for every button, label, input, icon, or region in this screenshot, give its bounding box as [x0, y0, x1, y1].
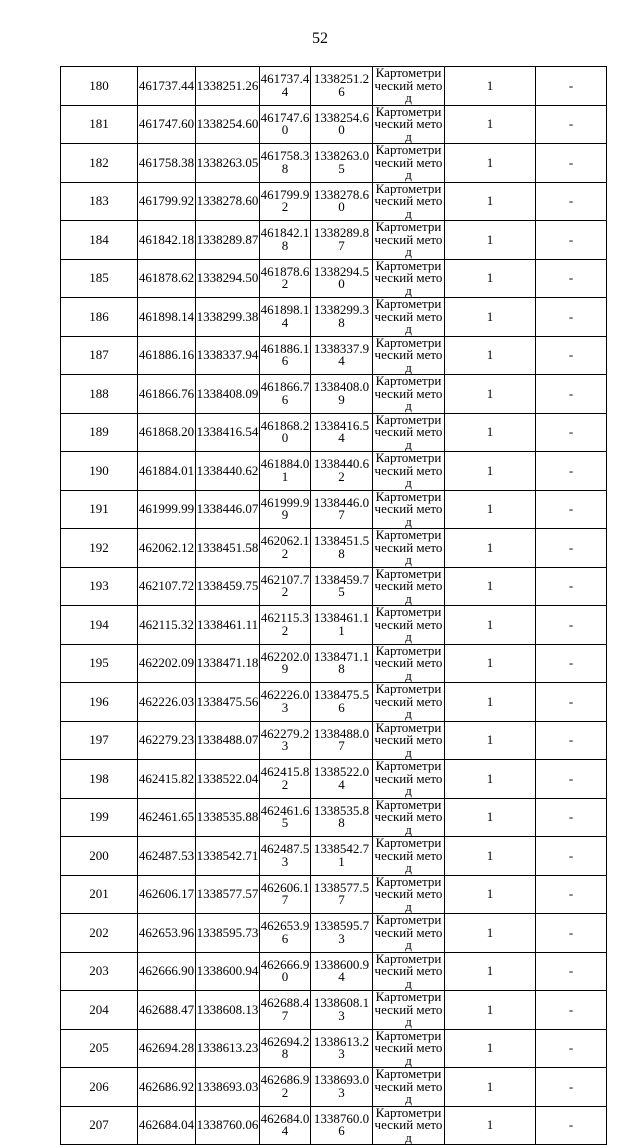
x-coordinate-cell: 462202.09 — [138, 644, 196, 683]
accuracy-cell: 1 — [445, 991, 536, 1030]
y-coordinate-cell: 1338608.13 — [196, 991, 260, 1030]
table-row — [61, 259, 607, 298]
x-coordinate-repeat-cell: 461999.99 — [260, 490, 311, 529]
description-cell: - — [536, 298, 607, 337]
y-coordinate-repeat-cell: 1338299.38 — [311, 298, 373, 337]
x-coordinate-repeat-cell: 461898.14 — [260, 298, 311, 337]
point-number-cell: 186 — [61, 298, 138, 337]
y-coordinate-repeat-cell: 1338542.71 — [311, 837, 373, 876]
point-number-cell: 203 — [61, 952, 138, 991]
accuracy-cell: 1 — [445, 721, 536, 760]
x-coordinate-cell: 461758.38 — [138, 144, 196, 183]
table-row — [61, 67, 607, 106]
accuracy-cell: 1 — [445, 336, 536, 375]
y-coordinate-cell: 1338475.56 — [196, 683, 260, 722]
accuracy-cell: 1 — [445, 952, 536, 991]
table-row — [61, 875, 607, 914]
table-row — [61, 182, 607, 221]
method-cell: Картометрический метод — [373, 375, 445, 414]
point-number-cell: 200 — [61, 837, 138, 876]
method-cell: Картометрический метод — [373, 1068, 445, 1107]
accuracy-cell: 1 — [445, 1068, 536, 1107]
table-row — [61, 567, 607, 606]
method-cell: Картометрический метод — [373, 67, 445, 106]
y-coordinate-cell: 1338471.18 — [196, 644, 260, 683]
x-coordinate-repeat-cell: 462461.65 — [260, 798, 311, 837]
description-cell: - — [536, 144, 607, 183]
method-cell: Картометрический метод — [373, 1106, 445, 1145]
x-coordinate-repeat-cell: 462688.47 — [260, 991, 311, 1030]
y-coordinate-cell: 1338577.57 — [196, 875, 260, 914]
point-number-cell: 190 — [61, 452, 138, 491]
y-coordinate-cell: 1338693.03 — [196, 1068, 260, 1107]
description-cell: - — [536, 875, 607, 914]
y-coordinate-repeat-cell: 1338613.23 — [311, 1029, 373, 1068]
x-coordinate-cell: 462686.92 — [138, 1068, 196, 1107]
y-coordinate-cell: 1338542.71 — [196, 837, 260, 876]
description-cell: - — [536, 336, 607, 375]
y-coordinate-repeat-cell: 1338577.57 — [311, 875, 373, 914]
point-number-cell: 181 — [61, 105, 138, 144]
y-coordinate-repeat-cell: 1338451.58 — [311, 529, 373, 568]
description-cell: - — [536, 67, 607, 106]
method-cell: Картометрический метод — [373, 952, 445, 991]
x-coordinate-cell: 461886.16 — [138, 336, 196, 375]
method-cell: Картометрический метод — [373, 221, 445, 260]
x-coordinate-repeat-cell: 461884.01 — [260, 452, 311, 491]
y-coordinate-cell: 1338254.60 — [196, 105, 260, 144]
accuracy-cell: 1 — [445, 452, 536, 491]
method-cell: Картометрический метод — [373, 105, 445, 144]
y-coordinate-cell: 1338461.11 — [196, 606, 260, 645]
accuracy-cell: 1 — [445, 875, 536, 914]
y-coordinate-repeat-cell: 1338440.62 — [311, 452, 373, 491]
description-cell: - — [536, 259, 607, 298]
x-coordinate-cell: 462694.28 — [138, 1029, 196, 1068]
description-cell: - — [536, 644, 607, 683]
method-cell: Картометрический метод — [373, 798, 445, 837]
description-cell: - — [536, 1029, 607, 1068]
x-coordinate-cell: 462107.72 — [138, 567, 196, 606]
x-coordinate-cell: 461737.44 — [138, 67, 196, 106]
accuracy-cell: 1 — [445, 144, 536, 183]
x-coordinate-cell: 462606.17 — [138, 875, 196, 914]
table-row — [61, 721, 607, 760]
method-cell: Картометрический метод — [373, 606, 445, 645]
x-coordinate-cell: 462415.82 — [138, 760, 196, 799]
point-number-cell: 187 — [61, 336, 138, 375]
y-coordinate-repeat-cell: 1338608.13 — [311, 991, 373, 1030]
y-coordinate-repeat-cell: 1338475.56 — [311, 683, 373, 722]
description-cell: - — [536, 1106, 607, 1145]
x-coordinate-cell: 462487.53 — [138, 837, 196, 876]
y-coordinate-repeat-cell: 1338251.26 — [311, 67, 373, 106]
description-cell: - — [536, 837, 607, 876]
x-coordinate-repeat-cell: 462686.92 — [260, 1068, 311, 1107]
method-cell: Картометрический метод — [373, 991, 445, 1030]
point-number-cell: 189 — [61, 413, 138, 452]
x-coordinate-repeat-cell: 462115.32 — [260, 606, 311, 645]
table-row — [61, 298, 607, 337]
accuracy-cell: 1 — [445, 1106, 536, 1145]
description-cell: - — [536, 529, 607, 568]
x-coordinate-cell: 461884.01 — [138, 452, 196, 491]
y-coordinate-repeat-cell: 1338461.11 — [311, 606, 373, 645]
description-cell: - — [536, 1068, 607, 1107]
accuracy-cell: 1 — [445, 67, 536, 106]
point-number-cell: 198 — [61, 760, 138, 799]
y-coordinate-repeat-cell: 1338595.73 — [311, 914, 373, 953]
x-coordinate-repeat-cell: 462062.12 — [260, 529, 311, 568]
accuracy-cell: 1 — [445, 683, 536, 722]
table-row — [61, 413, 607, 452]
description-cell: - — [536, 567, 607, 606]
table-row — [61, 529, 607, 568]
point-number-cell: 185 — [61, 259, 138, 298]
x-coordinate-cell: 462461.65 — [138, 798, 196, 837]
point-number-cell: 199 — [61, 798, 138, 837]
method-cell: Картометрический метод — [373, 914, 445, 953]
x-coordinate-repeat-cell: 462279.23 — [260, 721, 311, 760]
table-row — [61, 1068, 607, 1107]
accuracy-cell: 1 — [445, 606, 536, 645]
accuracy-cell: 1 — [445, 259, 536, 298]
x-coordinate-repeat-cell: 461747.60 — [260, 105, 311, 144]
y-coordinate-cell: 1338459.75 — [196, 567, 260, 606]
y-coordinate-cell: 1338289.87 — [196, 221, 260, 260]
description-cell: - — [536, 413, 607, 452]
method-cell: Картометрический метод — [373, 644, 445, 683]
point-number-cell: 207 — [61, 1106, 138, 1145]
point-number-cell: 205 — [61, 1029, 138, 1068]
x-coordinate-repeat-cell: 462107.72 — [260, 567, 311, 606]
coordinates-table — [60, 66, 607, 1145]
x-coordinate-cell: 461842.18 — [138, 221, 196, 260]
x-coordinate-repeat-cell: 461842.18 — [260, 221, 311, 260]
point-number-cell: 195 — [61, 644, 138, 683]
y-coordinate-cell: 1338451.58 — [196, 529, 260, 568]
y-coordinate-cell: 1338522.04 — [196, 760, 260, 799]
description-cell: - — [536, 606, 607, 645]
table-row — [61, 375, 607, 414]
point-number-cell: 183 — [61, 182, 138, 221]
x-coordinate-repeat-cell: 462415.82 — [260, 760, 311, 799]
table-body — [61, 67, 607, 1145]
y-coordinate-cell: 1338760.06 — [196, 1106, 260, 1145]
point-number-cell: 180 — [61, 67, 138, 106]
accuracy-cell: 1 — [445, 375, 536, 414]
point-number-cell: 196 — [61, 683, 138, 722]
table-row — [61, 914, 607, 953]
x-coordinate-cell: 462684.04 — [138, 1106, 196, 1145]
x-coordinate-repeat-cell: 462487.53 — [260, 837, 311, 876]
x-coordinate-repeat-cell: 462653.96 — [260, 914, 311, 953]
x-coordinate-cell: 461799.92 — [138, 182, 196, 221]
x-coordinate-cell: 462115.32 — [138, 606, 196, 645]
y-coordinate-repeat-cell: 1338522.04 — [311, 760, 373, 799]
x-coordinate-cell: 461868.20 — [138, 413, 196, 452]
description-cell: - — [536, 490, 607, 529]
accuracy-cell: 1 — [445, 914, 536, 953]
point-number-cell: 202 — [61, 914, 138, 953]
accuracy-cell: 1 — [445, 490, 536, 529]
description-cell: - — [536, 182, 607, 221]
y-coordinate-repeat-cell: 1338488.07 — [311, 721, 373, 760]
point-number-cell: 182 — [61, 144, 138, 183]
accuracy-cell: 1 — [445, 1029, 536, 1068]
accuracy-cell: 1 — [445, 105, 536, 144]
table-row — [61, 837, 607, 876]
method-cell: Картометрический метод — [373, 259, 445, 298]
point-number-cell: 193 — [61, 567, 138, 606]
table-row — [61, 221, 607, 260]
method-cell: Картометрический метод — [373, 683, 445, 722]
y-coordinate-repeat-cell: 1338760.06 — [311, 1106, 373, 1145]
y-coordinate-cell: 1338416.54 — [196, 413, 260, 452]
point-number-cell: 201 — [61, 875, 138, 914]
y-coordinate-cell: 1338337.94 — [196, 336, 260, 375]
x-coordinate-repeat-cell: 462694.28 — [260, 1029, 311, 1068]
y-coordinate-repeat-cell: 1338408.09 — [311, 375, 373, 414]
y-coordinate-repeat-cell: 1338459.75 — [311, 567, 373, 606]
method-cell: Картометрический метод — [373, 144, 445, 183]
x-coordinate-repeat-cell: 461737.44 — [260, 67, 311, 106]
y-coordinate-cell: 1338446.07 — [196, 490, 260, 529]
x-coordinate-cell: 461999.99 — [138, 490, 196, 529]
x-coordinate-repeat-cell: 461866.76 — [260, 375, 311, 414]
y-coordinate-repeat-cell: 1338535.88 — [311, 798, 373, 837]
x-coordinate-cell: 461747.60 — [138, 105, 196, 144]
table-row — [61, 798, 607, 837]
method-cell: Картометрический метод — [373, 452, 445, 491]
table-row — [61, 606, 607, 645]
table-row — [61, 991, 607, 1030]
description-cell: - — [536, 721, 607, 760]
page-number: 52 — [312, 30, 328, 47]
y-coordinate-repeat-cell: 1338337.94 — [311, 336, 373, 375]
point-number-cell: 184 — [61, 221, 138, 260]
method-cell: Картометрический метод — [373, 760, 445, 799]
table-row — [61, 760, 607, 799]
description-cell: - — [536, 452, 607, 491]
description-cell: - — [536, 760, 607, 799]
table-row — [61, 336, 607, 375]
accuracy-cell: 1 — [445, 760, 536, 799]
y-coordinate-cell: 1338294.50 — [196, 259, 260, 298]
description-cell: - — [536, 105, 607, 144]
x-coordinate-cell: 462279.23 — [138, 721, 196, 760]
x-coordinate-repeat-cell: 462606.17 — [260, 875, 311, 914]
y-coordinate-cell: 1338595.73 — [196, 914, 260, 953]
table-row — [61, 1029, 607, 1068]
table-row — [61, 490, 607, 529]
accuracy-cell: 1 — [445, 298, 536, 337]
description-cell: - — [536, 798, 607, 837]
description-cell: - — [536, 952, 607, 991]
description-cell: - — [536, 914, 607, 953]
x-coordinate-repeat-cell: 461886.16 — [260, 336, 311, 375]
accuracy-cell: 1 — [445, 567, 536, 606]
x-coordinate-repeat-cell: 462226.03 — [260, 683, 311, 722]
y-coordinate-cell: 1338299.38 — [196, 298, 260, 337]
table-row — [61, 105, 607, 144]
y-coordinate-repeat-cell: 1338263.05 — [311, 144, 373, 183]
point-number-cell: 204 — [61, 991, 138, 1030]
y-coordinate-repeat-cell: 1338446.07 — [311, 490, 373, 529]
method-cell: Картометрический метод — [373, 1029, 445, 1068]
table-row — [61, 952, 607, 991]
y-coordinate-cell: 1338278.60 — [196, 182, 260, 221]
y-coordinate-cell: 1338251.26 — [196, 67, 260, 106]
y-coordinate-repeat-cell: 1338600.94 — [311, 952, 373, 991]
y-coordinate-repeat-cell: 1338416.54 — [311, 413, 373, 452]
method-cell: Картометрический метод — [373, 182, 445, 221]
x-coordinate-cell: 462226.03 — [138, 683, 196, 722]
description-cell: - — [536, 991, 607, 1030]
y-coordinate-cell: 1338535.88 — [196, 798, 260, 837]
x-coordinate-repeat-cell: 461799.92 — [260, 182, 311, 221]
y-coordinate-repeat-cell: 1338289.87 — [311, 221, 373, 260]
x-coordinate-cell: 461866.76 — [138, 375, 196, 414]
method-cell: Картометрический метод — [373, 336, 445, 375]
accuracy-cell: 1 — [445, 837, 536, 876]
table-row — [61, 452, 607, 491]
y-coordinate-repeat-cell: 1338278.60 — [311, 182, 373, 221]
point-number-cell: 188 — [61, 375, 138, 414]
description-cell: - — [536, 375, 607, 414]
x-coordinate-repeat-cell: 462202.09 — [260, 644, 311, 683]
method-cell: Картометрический метод — [373, 567, 445, 606]
description-cell: - — [536, 221, 607, 260]
y-coordinate-cell: 1338488.07 — [196, 721, 260, 760]
table-row — [61, 683, 607, 722]
y-coordinate-repeat-cell: 1338693.03 — [311, 1068, 373, 1107]
x-coordinate-cell: 462688.47 — [138, 991, 196, 1030]
point-number-cell: 194 — [61, 606, 138, 645]
y-coordinate-cell: 1338408.09 — [196, 375, 260, 414]
table-row — [61, 144, 607, 183]
x-coordinate-cell: 461898.14 — [138, 298, 196, 337]
x-coordinate-repeat-cell: 461878.62 — [260, 259, 311, 298]
y-coordinate-cell: 1338613.23 — [196, 1029, 260, 1068]
method-cell: Картометрический метод — [373, 413, 445, 452]
x-coordinate-repeat-cell: 462684.04 — [260, 1106, 311, 1145]
method-cell: Картометрический метод — [373, 298, 445, 337]
y-coordinate-cell: 1338600.94 — [196, 952, 260, 991]
point-number-cell: 191 — [61, 490, 138, 529]
y-coordinate-repeat-cell: 1338471.18 — [311, 644, 373, 683]
method-cell: Картометрический метод — [373, 721, 445, 760]
table-row — [61, 644, 607, 683]
point-number-cell: 206 — [61, 1068, 138, 1107]
accuracy-cell: 1 — [445, 529, 536, 568]
method-cell: Картометрический метод — [373, 837, 445, 876]
accuracy-cell: 1 — [445, 413, 536, 452]
accuracy-cell: 1 — [445, 798, 536, 837]
x-coordinate-cell: 461878.62 — [138, 259, 196, 298]
x-coordinate-cell: 462653.96 — [138, 914, 196, 953]
y-coordinate-repeat-cell: 1338294.50 — [311, 259, 373, 298]
point-number-cell: 197 — [61, 721, 138, 760]
x-coordinate-cell: 462062.12 — [138, 529, 196, 568]
method-cell: Картометрический метод — [373, 529, 445, 568]
accuracy-cell: 1 — [445, 221, 536, 260]
x-coordinate-repeat-cell: 461758.38 — [260, 144, 311, 183]
x-coordinate-cell: 462666.90 — [138, 952, 196, 991]
y-coordinate-cell: 1338440.62 — [196, 452, 260, 491]
description-cell: - — [536, 683, 607, 722]
point-number-cell: 192 — [61, 529, 138, 568]
accuracy-cell: 1 — [445, 182, 536, 221]
y-coordinate-repeat-cell: 1338254.60 — [311, 105, 373, 144]
x-coordinate-repeat-cell: 461868.20 — [260, 413, 311, 452]
table-row — [61, 1106, 607, 1145]
method-cell: Картометрический метод — [373, 490, 445, 529]
x-coordinate-repeat-cell: 462666.90 — [260, 952, 311, 991]
method-cell: Картометрический метод — [373, 875, 445, 914]
y-coordinate-cell: 1338263.05 — [196, 144, 260, 183]
accuracy-cell: 1 — [445, 644, 536, 683]
